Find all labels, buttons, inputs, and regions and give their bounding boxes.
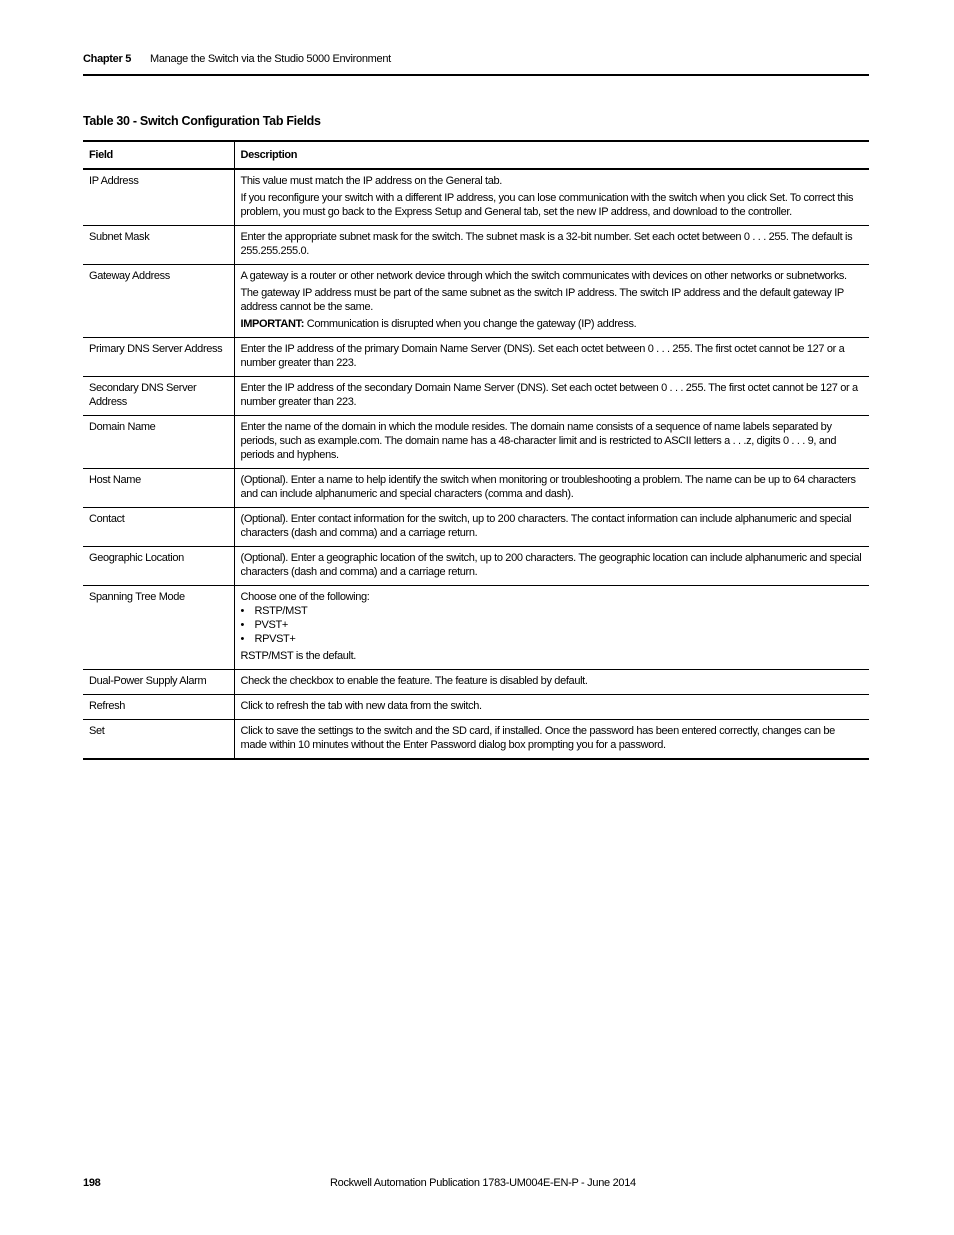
description-cell [234, 469, 869, 508]
description-cell [234, 338, 869, 377]
description-text: (Optional). Enter contact information for the switch, up to 200 characters. The contact information can include alphanumeric and special characters (dash and comma) and a carriage return. [240, 513, 852, 539]
list-item: • RPVST+ [241, 632, 864, 646]
list-item: • PVST+ [241, 618, 864, 632]
table-row [83, 169, 869, 226]
description-cell [234, 695, 869, 720]
field-cell: Refresh [83, 695, 234, 720]
important-label: IMPORTANT: [240, 318, 305, 330]
description-text: Enter the name of the domain in which the module resides. The domain name consists of a sequence of name labels separated by periods, such as example.com. The domain name has a 48-character limit and is restricted to ASCII letters a . . .z, digits 0 . . . 9, and periods and hyphens. [240, 421, 837, 461]
table-row [83, 508, 869, 547]
table-caption: Table 30 - Switch Configuration Tab Fields [83, 114, 321, 128]
publication-info: Rockwell Automation Publication 1783-UM004E-EN-P - June 2014 [330, 1177, 636, 1189]
table-row [83, 547, 869, 586]
table-row [83, 469, 869, 508]
spanning-tree-options [241, 604, 864, 646]
chapter-title: Manage the Switch via the Studio 5000 Environment [150, 53, 391, 65]
important-text: Communication is disrupted when you change the gateway (IP) address. [304, 318, 637, 330]
description-text: This value must match the IP address on the General tab. [240, 175, 502, 187]
table-row [83, 416, 869, 469]
table-row [83, 695, 869, 720]
description-cell [234, 670, 869, 695]
description-cell [234, 586, 869, 670]
table-row [83, 377, 869, 416]
description-text: Click to save the settings to the switch and the SD card, if installed. Once the password has been entered correctly, changes can be made within 10 minutes without the Enter Password dialog box prompting you for a password. [240, 725, 835, 751]
description-cell [234, 226, 869, 265]
page-header [83, 52, 869, 74]
header-divider [83, 74, 869, 76]
description-cell [234, 720, 869, 760]
field-cell: Domain Name [83, 416, 234, 469]
important-note [241, 317, 864, 331]
description-text: A gateway is a router or other network device through which the switch communicates with devices on other networks or subnetworks. [240, 270, 847, 282]
description-cell [234, 265, 869, 338]
chapter-label: Chapter 5 [83, 53, 132, 65]
description-text: Check the checkbox to enable the feature. The feature is disabled by default. [240, 675, 588, 687]
field-cell: Gateway Address [83, 265, 234, 338]
description-text: (Optional). Enter a name to help identify the switch when monitoring or troubleshooting a problem. The name can be up to 64 characters and can include alphanumeric and special characters (comma and dash). [240, 474, 856, 500]
description-text: (Optional). Enter a geographic location of the switch, up to 200 characters. The geographic location can include alphanumeric and special characters (dash and comma) and a carriage return. [240, 552, 862, 578]
field-cell: Primary DNS Server Address [83, 338, 234, 377]
table-header-row [83, 141, 869, 169]
table-row [83, 720, 869, 760]
list-item: • RSTP/MST [241, 604, 864, 618]
field-cell: Host Name [83, 469, 234, 508]
description-cell [234, 416, 869, 469]
field-cell: Spanning Tree Mode [83, 586, 234, 670]
field-cell: Contact [83, 508, 234, 547]
description-text: If you reconfigure your switch with a different IP address, you can lose communication with the switch when you click Set. To correct this problem, you must go back to the Express Setup and General tab, set the new IP address, and download to the controller. [240, 192, 854, 218]
description-text: Enter the appropriate subnet mask for the switch. The subnet mask is a 32-bit number. Set each octet between 0 . . . 255. The default is 255.255.255.0. [240, 231, 853, 257]
field-cell: Set [83, 720, 234, 760]
description-cell [234, 508, 869, 547]
table-row [83, 265, 869, 338]
description-text: Click to refresh the tab with new data from the switch. [240, 700, 482, 712]
field-cell: Geographic Location [83, 547, 234, 586]
table-row [83, 670, 869, 695]
description-text: RSTP/MST is the default. [240, 650, 357, 662]
field-cell: Dual-Power Supply Alarm [83, 670, 234, 695]
switch-configuration-table [83, 140, 869, 760]
page-number: 198 [83, 1177, 101, 1189]
description-cell [234, 169, 869, 226]
description-text: Enter the IP address of the secondary Domain Name Server (DNS). Set each octet between 0 . . . 255. The first octet cannot be 127 or a number greater than 223. [240, 382, 858, 408]
table-row [83, 338, 869, 377]
description-cell [234, 377, 869, 416]
field-cell: IP Address [83, 169, 234, 226]
column-header-field: Field [83, 141, 234, 169]
description-text: The gateway IP address must be part of the same subnet as the switch IP address. The switch IP address and the default gateway IP address cannot be the same. [240, 287, 844, 313]
description-text: Enter the IP address of the primary Domain Name Server (DNS). Set each octet between 0 . . . 255. The first octet cannot be 127 or a number greater than 223. [240, 343, 845, 369]
table-row [83, 226, 869, 265]
column-header-description: Description [234, 141, 869, 169]
description-cell [234, 547, 869, 586]
field-cell: Subnet Mask [83, 226, 234, 265]
description-text: Choose one of the following: [240, 591, 370, 603]
table-row [83, 586, 869, 670]
field-cell: Secondary DNS Server Address [83, 377, 234, 416]
